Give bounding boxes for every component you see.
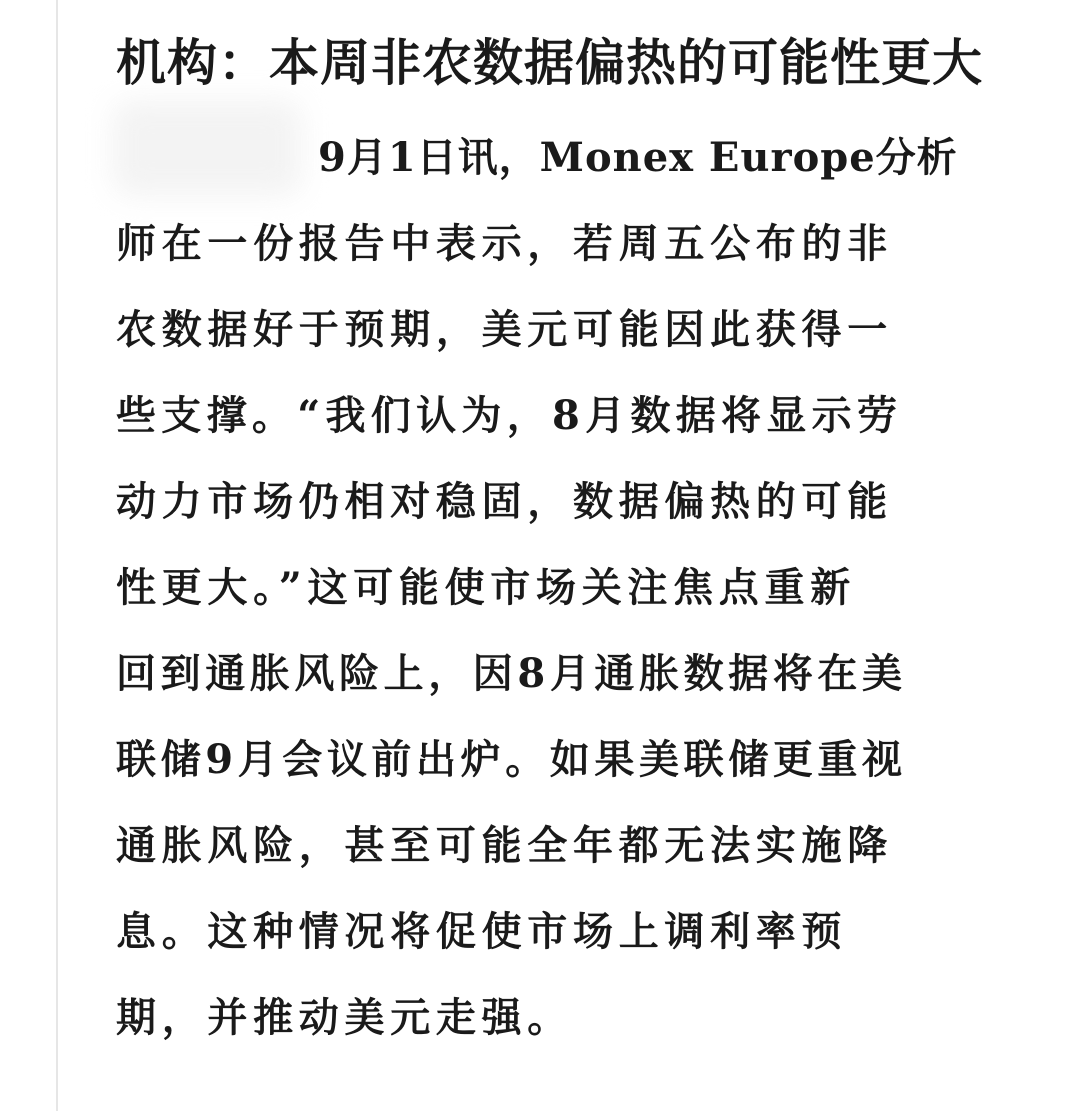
article-line-10: 息。这种情况将促使市场上调利率预: [116, 908, 848, 955]
article-line-3: 农数据好于预期，美元可能因此获得一: [116, 306, 893, 353]
article-headline: 机构：本周非农数据偏热的可能性更大: [116, 33, 983, 92]
article-line-7: 回到通胀风险上，因8月通胀数据将在美: [116, 650, 907, 697]
article-line-1: 9月1日讯，Monex Europe分析: [318, 134, 958, 181]
blurred-source-label: [112, 100, 302, 196]
article-line-9: 通胀风险，甚至可能全年都无法实施降: [116, 822, 893, 869]
article-line-8: 联储9月会议前出炉。如果美联储更重视: [116, 736, 907, 783]
article-line-6: 性更大。”这可能使市场关注焦点重新: [116, 564, 856, 611]
article-line-11: 期，并推动美元走强。: [116, 994, 573, 1041]
article-line-5: 动力市场仍相对稳固，数据偏热的可能: [116, 478, 893, 525]
left-divider: [56, 0, 58, 1111]
article-line-4: 些支撑。“我们认为，8月数据将显示劳: [116, 392, 903, 439]
article-line-2: 师在一份报告中表示，若周五公布的非: [116, 220, 893, 267]
